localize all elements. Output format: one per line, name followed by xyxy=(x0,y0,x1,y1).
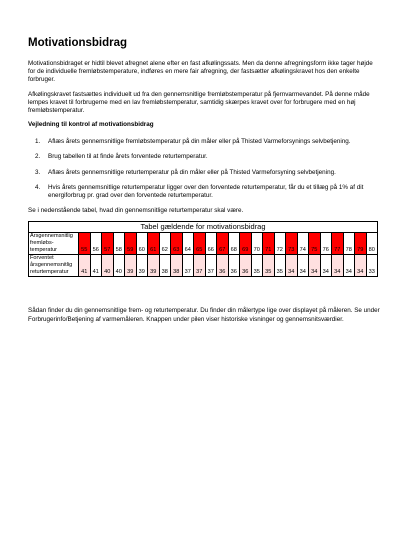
supply-temp-cell: 77 xyxy=(332,233,344,255)
supply-temp-cell: 71 xyxy=(263,233,275,255)
supply-temp-cell: 66 xyxy=(205,233,217,255)
supply-row-label xyxy=(29,233,79,255)
supply-label-line: Årsgennemsnitlig xyxy=(30,233,73,240)
supply-temp-cell: 73 xyxy=(286,233,298,255)
return-temp-cell: 41 xyxy=(79,255,91,277)
closing-paragraph: Sådan finder du din gennemsnitlige frem- og returtemperatur. Du finder din målertype lige over displayet på måleren. Se under Forbrugerinfo/Betjening af varmemåleren. Knappen under pilen viser historiske visninger og gennemsnitsværdier. xyxy=(28,307,380,323)
supply-temp-cell: 74 xyxy=(297,233,309,255)
return-temp-cell: 36 xyxy=(240,255,252,277)
supply-temp-cell: 70 xyxy=(251,233,263,255)
supply-temp-cell: 62 xyxy=(159,233,171,255)
return-temp-cell: 34 xyxy=(320,255,332,277)
guide-steps-list xyxy=(28,138,380,200)
page-title: Motivationsbidrag xyxy=(28,37,128,49)
supply-temp-cell: 55 xyxy=(79,233,91,255)
return-temp-cell: 37 xyxy=(182,255,194,277)
return-temp-cell: 34 xyxy=(343,255,355,277)
return-temp-cell: 39 xyxy=(125,255,137,277)
guide-step: 2. Brug tabellen til at finde årets forventede returtemperatur. xyxy=(42,153,380,161)
return-temp-cell: 34 xyxy=(297,255,309,277)
return-label-line: returtemperatur xyxy=(30,269,69,276)
supply-temp-cell: 80 xyxy=(366,233,378,255)
supply-temp-cell: 79 xyxy=(355,233,367,255)
return-temp-cell: 35 xyxy=(274,255,286,277)
return-temp-cell: 40 xyxy=(113,255,125,277)
return-temp-cell: 39 xyxy=(136,255,148,277)
return-row-label xyxy=(29,255,79,277)
return-temp-cell: 35 xyxy=(251,255,263,277)
supply-temp-cell: 57 xyxy=(102,233,114,255)
supply-temp-cell: 64 xyxy=(182,233,194,255)
return-temp-cell: 36 xyxy=(228,255,240,277)
supply-temp-cell: 72 xyxy=(274,233,286,255)
supply-temp-cell: 78 xyxy=(343,233,355,255)
supply-temp-cell: 59 xyxy=(125,233,137,255)
return-temp-cell: 37 xyxy=(205,255,217,277)
guide-step: 1. Aflæs årets gennemsnitlige fremløbstemperatur på din måler eller på Thisted Varmeforsynings selvbetjening. xyxy=(42,138,380,146)
return-temp-cell: 34 xyxy=(355,255,367,277)
return-temp-cell: 34 xyxy=(332,255,344,277)
motivation-table xyxy=(28,221,378,277)
supply-temp-cell: 76 xyxy=(320,233,332,255)
guide-step: 3. Aflæs årets gennemsnitlige returtemperatur på din måler eller på Thisted Varmeforsyning selvbetjening. xyxy=(42,169,380,177)
supply-temp-cell: 67 xyxy=(217,233,229,255)
supply-temp-cell: 65 xyxy=(194,233,206,255)
return-temp-cell: 36 xyxy=(217,255,229,277)
return-temp-cell: 40 xyxy=(102,255,114,277)
supply-temp-cell: 58 xyxy=(113,233,125,255)
intro-paragraph-1: Motivationsbidraget er hidtil blevet afregnet alene efter en fast afkølingssats. Men da denne afregningsform ikke tager højde for de individuelle fremløbstemperature, indføres en mere fair afregning, der fastsætter afkølingskravet hos den enkelte forbruger. xyxy=(28,60,373,84)
intro-paragraph-2: Afkølingskravet fastsættes individuelt ud fra den gennemsnitlige fremløbstemperatur på fjernvarmevandet. På denne måde lempes kravet til forbrugerne med en lav fremløbstemperatur, samtidig skærpes kravet over for forbrugere med en høj fremløbstemperatur. xyxy=(28,90,370,115)
return-temp-cell: 38 xyxy=(171,255,183,277)
return-temp-cell: 41 xyxy=(90,255,102,277)
supply-label-line: temperatur xyxy=(30,247,58,254)
guide-step: 4. Hvis årets gennemsnitlige returtemperatur ligger over den forventede returtemperatur, får du et tillæg på 1% af dit energiforbrug pr. grad over den forventede returtemperatur. xyxy=(42,184,380,200)
supply-temp-cell: 60 xyxy=(136,233,148,255)
return-temp-cell: 37 xyxy=(194,255,206,277)
supply-temp-cell: 63 xyxy=(171,233,183,255)
supply-temp-cell: 75 xyxy=(309,233,321,255)
return-label-line: Forventet xyxy=(30,255,54,262)
document-page xyxy=(28,36,380,330)
return-temp-cell: 34 xyxy=(309,255,321,277)
return-temp-cell: 33 xyxy=(366,255,378,277)
supply-temp-cell: 69 xyxy=(240,233,252,255)
return-temp-cell: 34 xyxy=(286,255,298,277)
supply-temp-cell: 68 xyxy=(228,233,240,255)
return-temp-cell: 38 xyxy=(159,255,171,277)
table-title: Tabel gældende for motivationsbidrag xyxy=(29,222,378,233)
table-intro: Se i nedenstående tabel, hvad din gennemsnitlige returtemperatur skal være. xyxy=(28,207,244,215)
supply-temp-cell: 61 xyxy=(148,233,160,255)
supply-temp-cell: 56 xyxy=(90,233,102,255)
return-label-line: årsgennemsnitlig xyxy=(30,262,73,269)
supply-temperature-row xyxy=(29,233,378,255)
guide-subheading: Vejledning til kontrol af motivationsbidrag xyxy=(28,121,154,129)
return-temperature-row xyxy=(29,255,378,277)
return-temp-cell: 39 xyxy=(148,255,160,277)
return-temp-cell: 35 xyxy=(263,255,275,277)
supply-label-line: fremløbs- xyxy=(30,240,54,247)
